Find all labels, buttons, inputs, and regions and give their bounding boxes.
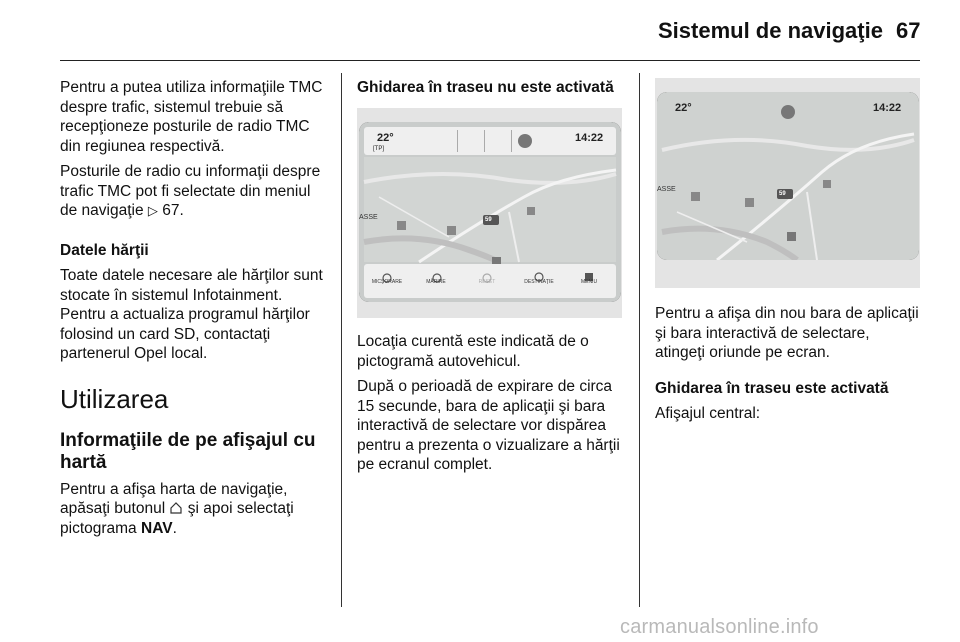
nav-label: NAV <box>141 519 173 537</box>
figure-map-with-bars <box>357 108 622 318</box>
screen-2-road-number: 59 <box>779 191 786 197</box>
column-divider-1 <box>341 73 342 607</box>
heading-map-data: Datele hărţii <box>60 241 149 259</box>
column-2-text <box>357 332 629 481</box>
screen-tp-indicator: [TP] <box>373 146 385 152</box>
map-screen-1 <box>359 122 621 302</box>
paragraph-central-display: Afişajul central: <box>655 405 761 422</box>
column-divider-2 <box>639 73 640 607</box>
menu-button[interactable]: MENIU <box>580 279 598 285</box>
paragraph-map-data: Toate datele necesare ale hărţilor sunt stocate în sistemul Infotainment. Pentru a actualiza programul hărţilor folosind un card SD, contactaţi partenerul Opel local. <box>60 267 323 362</box>
figure-map-fullscreen <box>655 78 920 288</box>
screen-2-clock: 14:22 <box>873 102 902 114</box>
subsection-title-map-display: Informaţiile de pe afişajul cu hartă <box>60 429 316 473</box>
screen-clock: 14:22 <box>575 132 604 144</box>
paragraph-show-map-text-b: şi apoi selectaţi pictograma <box>60 500 294 537</box>
column-2 <box>357 78 629 104</box>
map-view-1 <box>359 122 621 302</box>
paragraph-show-map <box>60 480 330 539</box>
header-rule <box>60 60 920 61</box>
screen-2-place-fragment: ASSE <box>657 186 676 193</box>
map-screen-2 <box>657 92 919 260</box>
place-name-fragment: ASSE <box>359 214 378 221</box>
heading-guidance-inactive: Ghidarea în traseu nu este activată <box>357 79 614 96</box>
zoom-in-button[interactable]: MĂRIRE <box>426 279 446 285</box>
paragraph-timeout: După o perioadă de expirare de circa 15 secunde, bara de aplicaţii şi bara interactivă de selectare vor dispărea pentru a prezenta o vizualizare a hărţii pe ecranul complet. <box>357 378 620 473</box>
paragraph-tmc: Pentru a putea utiliza informaţiile TMC despre trafic, sistemul trebuie să recepţioneze posturile de radio TMC din regiunea respectivă. <box>60 79 323 155</box>
paragraph-vehicle-icon: Locaţia curentă este indicată de o pictogramă autovehicul. <box>357 333 589 370</box>
paragraph-show-map-text-a: Pentru a afişa harta de navigaţie, apăsaţi butonul <box>60 480 288 517</box>
paragraph-end-period: . <box>172 519 177 537</box>
destination-button[interactable]: DESTINAŢIE <box>524 279 554 285</box>
column-3-text <box>655 304 923 430</box>
map-view-2 <box>657 92 919 260</box>
paragraph-tmc-stations <box>60 162 330 221</box>
section-title-usage: Utilizarea <box>60 383 169 414</box>
screen-2-temperature: 22° <box>675 102 692 114</box>
page-reference-icon: ▷ <box>147 203 158 218</box>
paragraph-show-bars-again: Pentru a afişa din nou bara de aplicaţii şi bara interactivă de selectare, atingeţi oriunde pe ecran. <box>655 305 919 361</box>
home-button-icon <box>169 501 183 515</box>
heading-guidance-active: Ghidarea în traseu este activată <box>655 379 889 397</box>
road-number-label: 59 <box>485 217 492 223</box>
reset-button[interactable]: RESET <box>478 279 496 285</box>
column-1 <box>60 78 330 544</box>
paragraph-tmc-stations-text: Posturile de radio cu informaţii despre trafic TMC pot fi selectate din meniul de navigaţie <box>60 163 321 219</box>
footer-watermark: carmanualsonline.info <box>620 616 819 638</box>
page-reference-number: 67. <box>162 202 184 219</box>
page-number: 67 <box>896 18 921 43</box>
page-header-title: Sistemul de navigaţie <box>658 18 883 43</box>
zoom-out-button[interactable]: MICŞORARE <box>371 279 403 285</box>
screen-temperature: 22° <box>377 132 394 144</box>
